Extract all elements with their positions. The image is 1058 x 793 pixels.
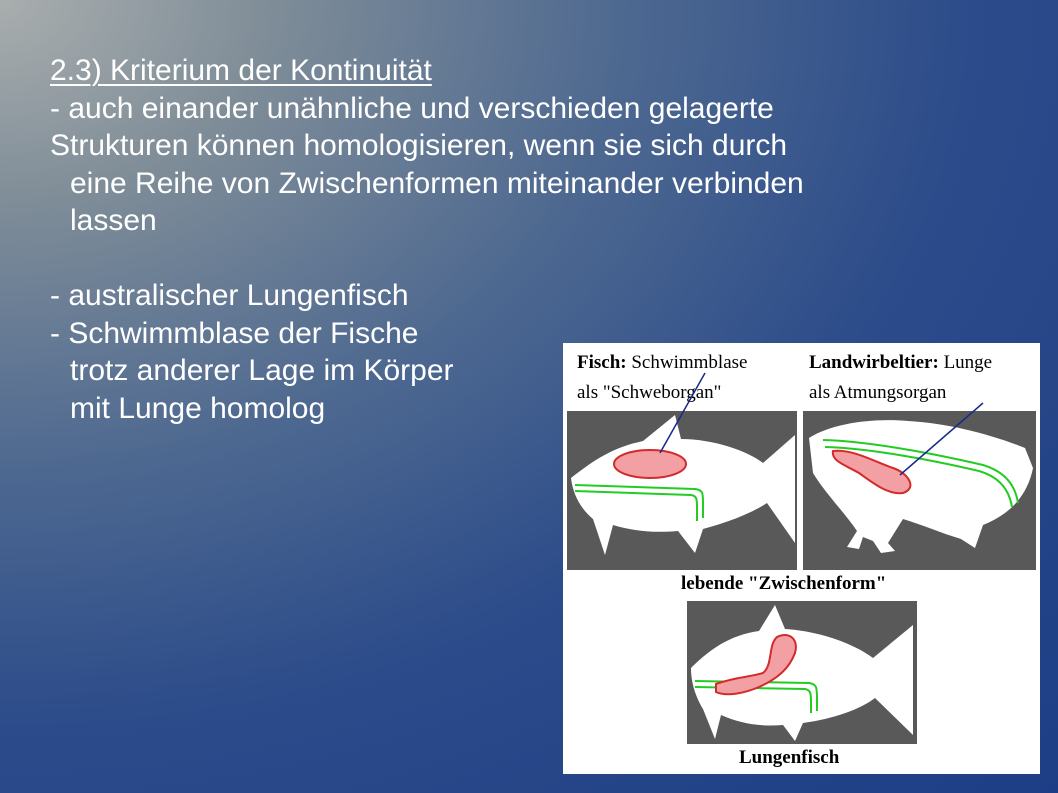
fish-label-line2: als "Schweborgan" [577,382,722,403]
land-label: Landwirbeltier: Lunge [809,352,993,373]
body-line-2: Strukturen können homologisieren, wenn sie sich durch [50,129,788,162]
bullet-homolog: mit Lunge homolog [70,391,326,425]
bullet-lungfish: - australischer Lungenfisch [50,279,409,312]
homology-figure [563,343,1040,774]
slide-title: 2.3) Kriterium der Kontinuität [50,54,432,87]
bullet-swimbladder: - Schwimmblase der Fische [50,316,419,350]
body-line-1: - auch einander unähnliche und verschieden gelagerte [50,91,774,125]
body-line-4: lassen [70,204,157,237]
bottom-label: Lungenfisch [739,747,840,768]
body-line-3: eine Reihe von Zwischenformen miteinander verbinden [70,166,804,200]
lungfish-body [691,605,913,741]
figure-drawings [563,343,1040,774]
fish-label: Fisch: Schwimmblase [577,352,748,373]
land-label-line2: als Atmungsorgan [809,382,947,403]
middle-label: lebende "Zwischenform" [681,573,887,594]
swim-bladder [614,450,686,478]
bullet-position: trotz anderer Lage im Körper [70,354,454,387]
